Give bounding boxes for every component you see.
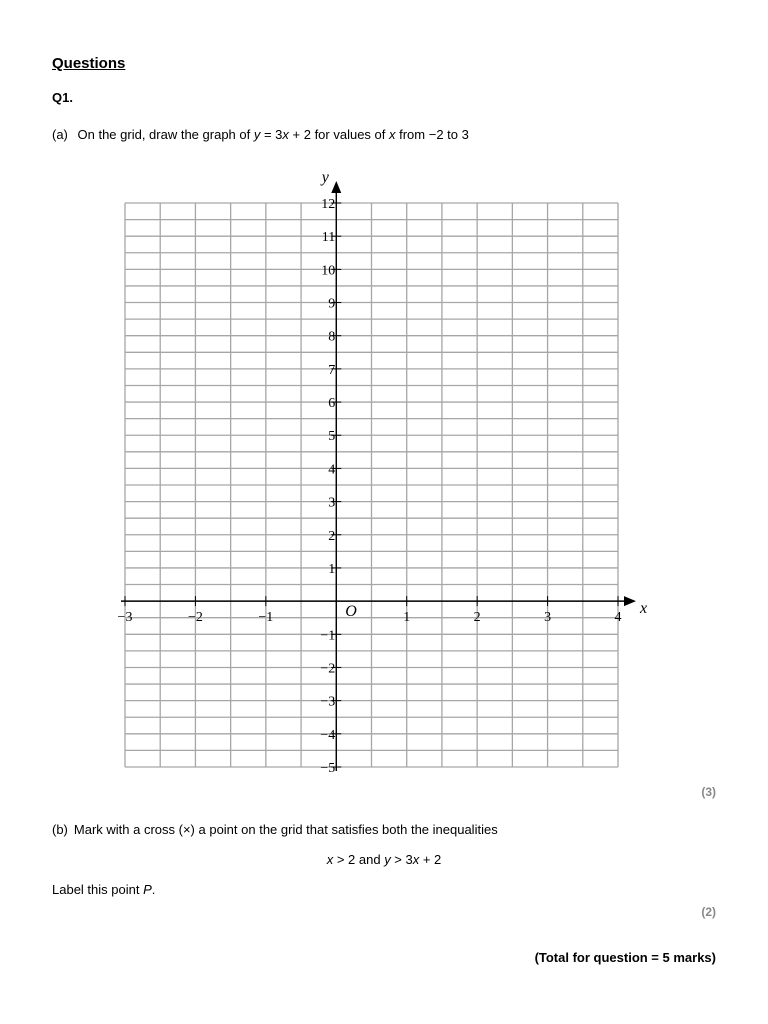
y-tick-label: 8 bbox=[328, 329, 336, 345]
part-a-instruction: On the grid, draw the graph of bbox=[77, 127, 251, 142]
total-marks: (Total for question = 5 marks) bbox=[534, 950, 716, 965]
range-var-x: x bbox=[389, 127, 396, 142]
y-tick-label: −4 bbox=[320, 727, 336, 743]
equation-x: x bbox=[282, 127, 289, 142]
equation-rhs-2: + 2 for values of bbox=[288, 127, 389, 142]
y-tick-label: 10 bbox=[321, 263, 336, 279]
y-tick-label: −5 bbox=[320, 761, 336, 776]
y-axis-label: y bbox=[321, 169, 329, 186]
x-tick-label: 2 bbox=[473, 610, 481, 626]
ineq-x: x bbox=[326, 852, 334, 867]
part-b-instruction: Mark with a cross (×) a point on the grid that satisfies both the inequalities bbox=[73, 822, 498, 837]
x-tick-label: −3 bbox=[117, 610, 133, 626]
inequalities bbox=[0, 852, 768, 867]
part-b-text bbox=[52, 822, 498, 837]
range-text: from −2 to 3 bbox=[395, 127, 469, 142]
page-heading: Questions bbox=[52, 55, 126, 72]
x-tick-label: 1 bbox=[403, 610, 411, 626]
y-tick-label: 1 bbox=[328, 561, 336, 577]
y-tick-label: 5 bbox=[328, 429, 336, 445]
y-tick-label: 6 bbox=[328, 396, 336, 412]
ineq-part-2: > 3 bbox=[390, 852, 413, 867]
x-axis-label: x bbox=[640, 600, 648, 618]
ineq-part-3: + 2 bbox=[419, 852, 442, 867]
label-text: Label this point bbox=[52, 882, 144, 897]
question-number: Q1. bbox=[52, 90, 73, 105]
x-tick-label: −2 bbox=[187, 610, 203, 626]
x-tick-label: 3 bbox=[544, 610, 552, 626]
ineq-x2: x bbox=[412, 852, 420, 867]
ineq-y: y bbox=[384, 852, 391, 867]
label-end: . bbox=[151, 882, 156, 897]
equation-y: y bbox=[253, 127, 261, 142]
y-tick-label: −2 bbox=[320, 661, 336, 677]
label-point-instruction bbox=[52, 882, 155, 897]
ineq-part-1: > 2 and bbox=[333, 852, 385, 867]
origin-label: O bbox=[345, 603, 357, 621]
y-tick-label: 9 bbox=[328, 296, 336, 312]
y-tick-label: 11 bbox=[321, 230, 336, 246]
y-tick-label: 4 bbox=[328, 462, 336, 478]
y-tick-label: −3 bbox=[320, 694, 336, 710]
part-b-prefix: (b) bbox=[52, 822, 68, 837]
label-point-p: P bbox=[143, 882, 152, 897]
equation-rhs-1: = 3 bbox=[260, 127, 283, 142]
x-axis-arrow bbox=[624, 596, 636, 606]
y-tick-label: 2 bbox=[328, 528, 336, 544]
part-a-prefix: (a) bbox=[52, 127, 68, 142]
part-b-marks: (2) bbox=[701, 905, 716, 919]
x-tick-label: −1 bbox=[258, 610, 274, 626]
y-tick-label: 3 bbox=[328, 495, 336, 511]
y-tick-label: 12 bbox=[321, 197, 336, 212]
x-tick-label: 4 bbox=[614, 610, 622, 626]
part-a-marks: (3) bbox=[701, 785, 716, 799]
y-tick-label: −1 bbox=[320, 628, 336, 644]
y-tick-label: 7 bbox=[328, 362, 336, 378]
y-axis-arrow bbox=[331, 181, 341, 193]
